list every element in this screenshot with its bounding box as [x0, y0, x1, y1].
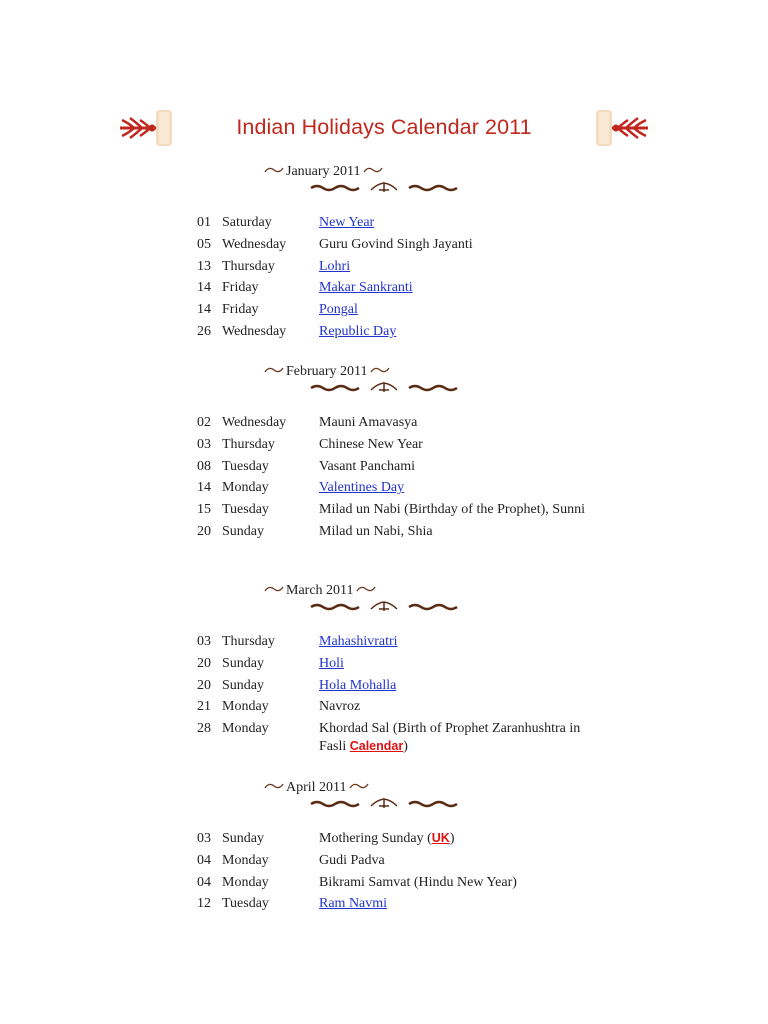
holiday-event: [319, 874, 589, 892]
holiday-weekday: Wednesday: [222, 323, 287, 339]
holiday-row: [197, 677, 597, 695]
holiday-event-text: Mauni Amavasya: [319, 415, 418, 430]
holiday-row: [197, 436, 597, 454]
holiday-row: [197, 214, 597, 232]
holiday-day: 21: [197, 699, 211, 715]
holiday-weekday: Tuesday: [222, 896, 269, 912]
holiday-event: [319, 436, 589, 454]
holiday-weekday: Saturday: [222, 215, 272, 230]
holiday-row: [197, 479, 597, 497]
holiday-row: [197, 414, 597, 432]
holiday-day: 12: [197, 896, 211, 912]
holiday-event-suffix: ): [449, 831, 455, 846]
swirl-left-icon: [264, 583, 284, 599]
holiday-day: 03: [197, 831, 211, 846]
holiday-weekday: Sunday: [222, 655, 264, 671]
month-label: January 2011: [286, 164, 361, 179]
swirl-left-icon: [264, 780, 284, 796]
holiday-event: [319, 501, 589, 519]
holiday-day: 15: [197, 502, 211, 518]
holiday-link[interactable]: Holi: [319, 655, 344, 671]
holiday-link[interactable]: Pongal: [319, 302, 358, 318]
holiday-row: [197, 279, 597, 297]
holiday-weekday: Monday: [222, 721, 269, 737]
swirl-right-icon: [370, 364, 390, 380]
month-heading: [264, 780, 369, 796]
holiday-event: [319, 830, 589, 848]
holiday-event: [319, 479, 589, 497]
holiday-weekday: Wednesday: [222, 415, 287, 430]
holiday-link[interactable]: Hola Mohalla: [319, 677, 397, 693]
holiday-event: [319, 258, 589, 276]
holiday-link[interactable]: Makar Sankranti: [319, 280, 413, 296]
ornament-right-icon: [594, 108, 652, 148]
holiday-row: [197, 236, 597, 254]
holiday-event: [319, 214, 589, 232]
holiday-day: 04: [197, 852, 211, 868]
inline-red-link[interactable]: UK: [431, 831, 450, 845]
holiday-event: [319, 301, 589, 319]
holiday-day: 01: [197, 215, 211, 230]
holiday-event: [319, 677, 589, 695]
holiday-day: 05: [197, 236, 211, 252]
month-heading: [264, 364, 390, 380]
holiday-event: [319, 698, 589, 716]
holiday-link[interactable]: Lohri: [319, 258, 351, 274]
holiday-weekday: Friday: [222, 302, 259, 318]
holiday-day: 20: [197, 523, 211, 539]
holiday-weekday: Tuesday: [222, 458, 269, 474]
divider-ornament-icon: [309, 600, 459, 618]
holiday-event-suffix: ): [403, 738, 408, 754]
holiday-weekday: Thursday: [222, 634, 275, 649]
divider-ornament-icon: [309, 797, 459, 815]
holiday-weekday: Friday: [222, 280, 259, 296]
holiday-event: [319, 458, 589, 476]
holiday-list: [197, 633, 597, 759]
holiday-day: 14: [197, 280, 211, 296]
holiday-event-text: Milad un Nabi, Shia: [319, 523, 433, 539]
holiday-row: [197, 655, 597, 673]
holiday-day: 13: [197, 258, 211, 274]
holiday-weekday: Sunday: [222, 677, 264, 693]
inline-red-link[interactable]: Calendar: [349, 738, 404, 753]
holiday-row: [197, 874, 597, 892]
holiday-row: [197, 830, 597, 848]
holiday-link[interactable]: New Year: [319, 215, 375, 230]
holiday-event: [319, 895, 589, 913]
holiday-row: [197, 258, 597, 276]
month-label: April 2011: [286, 780, 347, 795]
holiday-weekday: Monday: [222, 852, 269, 868]
holiday-day: 14: [197, 480, 211, 496]
holiday-event-text: Milad un Nabi (Birthday of the Prophet), Sunni: [319, 502, 585, 518]
swirl-right-icon: [349, 780, 369, 796]
holiday-row: [197, 301, 597, 319]
holiday-weekday: Monday: [222, 699, 269, 715]
holiday-day: 20: [197, 655, 211, 671]
swirl-left-icon: [264, 164, 284, 180]
holiday-day: 02: [197, 415, 211, 430]
holiday-event: [319, 236, 589, 254]
holiday-row: [197, 458, 597, 476]
holiday-event: [319, 720, 589, 755]
holiday-row: [197, 895, 597, 913]
holiday-event-text: Navroz: [319, 699, 361, 715]
holiday-link[interactable]: Republic Day: [319, 323, 397, 339]
holiday-weekday: Thursday: [222, 258, 275, 274]
divider-ornament-icon: [309, 181, 459, 199]
holiday-row: [197, 501, 597, 519]
month-heading: [264, 583, 376, 599]
holiday-day: 08: [197, 458, 211, 474]
holiday-event: [319, 852, 589, 870]
page-title: Indian Holidays Calendar 2011: [236, 115, 532, 139]
holiday-day: 26: [197, 323, 211, 339]
holiday-weekday: Sunday: [222, 523, 264, 539]
holiday-event-text: Chinese New Year: [319, 436, 423, 452]
holiday-event: [319, 523, 589, 541]
holiday-row: [197, 323, 597, 341]
holiday-weekday: Wednesday: [222, 236, 287, 252]
holiday-event-text: Vasant Panchami: [319, 458, 416, 474]
swirl-right-icon: [356, 583, 376, 599]
holiday-event: [319, 414, 589, 432]
holiday-event-text: Khordad Sal (Birth of Prophet Zaranhushtra in Fasli: [319, 721, 581, 754]
holiday-list: [197, 214, 597, 345]
holiday-day: 04: [197, 874, 211, 890]
holiday-row: [197, 523, 597, 541]
holiday-event: [319, 323, 589, 341]
holiday-row: [197, 698, 597, 716]
holiday-weekday: Monday: [222, 874, 269, 890]
holiday-event: [319, 655, 589, 673]
holiday-event-text: Guru Govind Singh Jayanti: [319, 236, 473, 252]
holiday-day: 03: [197, 436, 211, 452]
divider-ornament-icon: [309, 381, 459, 399]
month-label: March 2011: [286, 583, 354, 598]
holiday-weekday: Thursday: [222, 436, 275, 452]
holiday-day: 03: [197, 634, 211, 649]
holiday-weekday: Monday: [222, 480, 269, 496]
holiday-row: [197, 720, 597, 755]
holiday-link[interactable]: Ram Navmi: [319, 896, 388, 912]
holiday-event-text: Mothering Sunday (: [319, 831, 432, 846]
title-banner: [0, 106, 768, 150]
holiday-day: 14: [197, 302, 211, 318]
holiday-day: 20: [197, 677, 211, 693]
holiday-weekday: Tuesday: [222, 502, 269, 518]
holiday-event-text: Gudi Padva: [319, 852, 385, 868]
holiday-list: [197, 414, 597, 545]
holiday-event-text: Bikrami Samvat (Hindu New Year): [319, 874, 517, 890]
month-heading: [264, 164, 383, 180]
holiday-event: [319, 633, 589, 651]
month-label: February 2011: [286, 364, 368, 379]
holiday-row: [197, 852, 597, 870]
holiday-row: [197, 633, 597, 651]
holiday-list: [197, 830, 597, 917]
swirl-right-icon: [363, 164, 383, 180]
holiday-event: [319, 279, 589, 297]
holiday-weekday: Sunday: [222, 831, 264, 846]
holiday-link[interactable]: Valentines Day: [319, 480, 405, 496]
holiday-day: 28: [197, 721, 211, 737]
swirl-left-icon: [264, 364, 284, 380]
holiday-link[interactable]: Mahashivratri: [319, 634, 398, 649]
